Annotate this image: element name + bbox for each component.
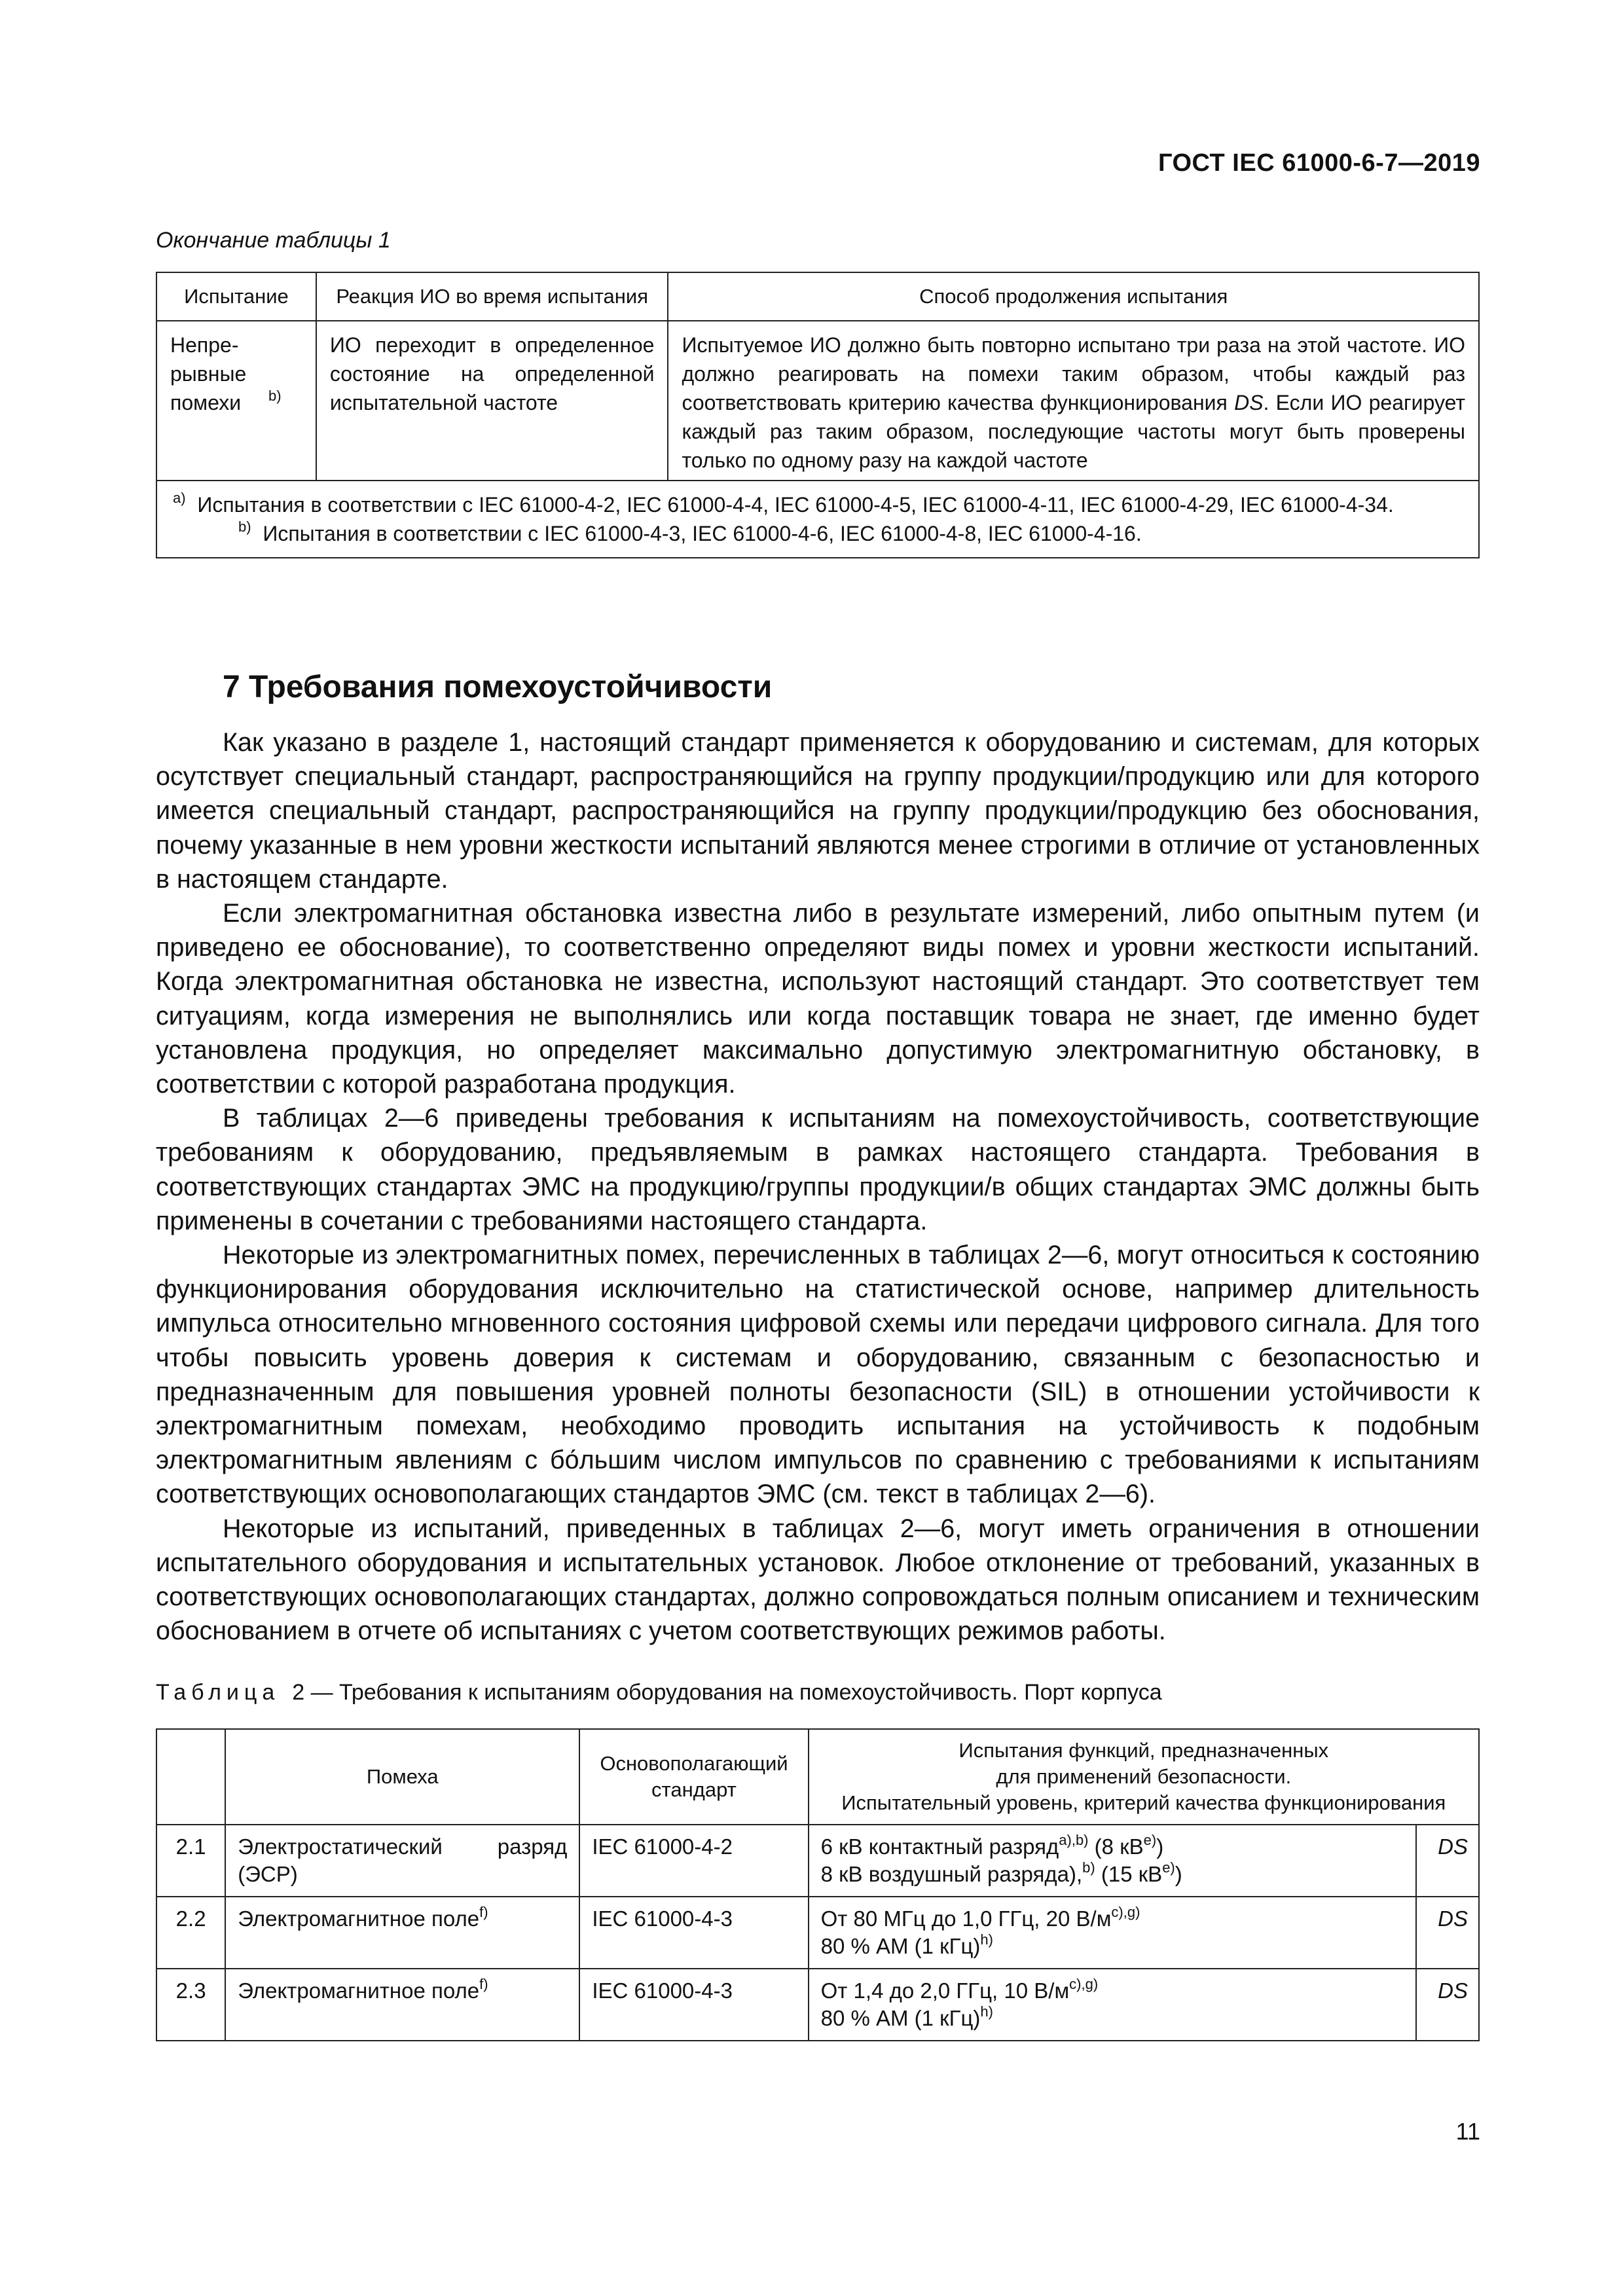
level-text: ): [1156, 1834, 1164, 1859]
row-standard: IEC 61000-4-3: [579, 1969, 808, 2041]
table2-caption-text: 2 — Требования к испытаниям оборудования на помехоустойчивость. Порт корпуса: [292, 1680, 1162, 1705]
table1-header-test: Испытание: [156, 272, 316, 321]
paragraph: Если электромагнитная обстановка известна либо в результате измерений, либо опытным путем (и приведено ее обоснование), то соответственно определяют виды помех и уровни жесткости испытаний. Когда электромагнитная обстановка не известна, используют настоящий стандарт. Это соответствует тем ситуациям, когда измерения не выполнялись или когда поставщик товара не знает, где именно будет установлена продукция, но определяет максимально допустимую электромагнитную обстановку, в соответствии с которой разработана продукция.: [156, 899, 1480, 1099]
table1-cell-reaction: ИО переходит в определенное состояние на определенной испытательной частоте: [316, 321, 668, 481]
table2-header-standard: Основополагающий стандарт: [579, 1729, 808, 1825]
footnote-ref: f): [479, 1904, 488, 1920]
footnote-ref: h): [980, 1931, 993, 1948]
criterion-ds: DS: [1234, 391, 1264, 414]
footnote-ref: c),g): [1069, 1976, 1099, 1992]
level-text: 80 % АМ (1 кГц): [820, 1934, 981, 1958]
row-standard: IEC 61000-4-2: [579, 1825, 808, 1897]
table-row: [156, 1969, 1479, 2041]
row-number: 2.3: [156, 1969, 225, 2041]
table-row: [156, 1897, 1479, 1969]
level-line: [821, 1833, 1404, 1861]
table1-caption: Окончание таблицы 1: [156, 228, 391, 253]
note-mark: a): [173, 490, 186, 506]
row-disturbance: Электростатический разряд (ЭСР): [225, 1825, 579, 1897]
document-header: ГОСТ IEC 61000-6-7—2019: [1158, 149, 1480, 177]
row-test-level: [809, 1825, 1417, 1897]
paragraph: Некоторые из испытаний, приведенных в таблицах 2—6, могут иметь ограничения в отношении испытательного оборудования и испытательных установок. Любое отклонение от требований, указанных в соответствующих основополагающих стандартах, должно сопровождаться полным описанием и техническим обоснованием в отчете об испытаниях с учетом соответствующих режимов работы.: [156, 1514, 1480, 1646]
row-number: 2.1: [156, 1825, 225, 1897]
level-line: [821, 2005, 1404, 2032]
table1-notes: [156, 481, 1479, 558]
paragraph: Как указано в разделе 1, настоящий стандарт применяется к оборудованию и системам, для которых осутствует специальный стандарт, распространяющийся на группу продукции/продукцию или для которого имеется специальный стандарт, распространяющийся на группу продукции/продукцию без обоснования, почему указанные в нем уровни жесткости испытаний являются менее строгими в отличие от установленных в настоящем стандарте.: [156, 728, 1480, 894]
table-row: [156, 321, 1479, 481]
level-text: От 1,4 до 2,0 ГГц, 10 В/м: [820, 1978, 1070, 2003]
row-criterion: DS: [1416, 1825, 1479, 1897]
page-number: 11: [1455, 2118, 1480, 2145]
level-text: (8 кВ: [1088, 1834, 1144, 1859]
table2-caption: [156, 1680, 1162, 1705]
footnote-ref: e): [1143, 1832, 1157, 1848]
level-text: (15 кВ: [1095, 1862, 1163, 1886]
level-line: [821, 1977, 1404, 2005]
level-text: ): [1175, 1862, 1182, 1886]
row-criterion: DS: [1416, 1969, 1479, 2041]
footnote-ref: b): [1082, 1859, 1095, 1876]
row-disturbance: [225, 1969, 579, 2041]
table2-header-functions: [809, 1729, 1479, 1825]
table-row: [156, 1825, 1479, 1897]
level-text: 80 % АМ (1 кГц): [820, 2006, 981, 2030]
header-line: Испытания функций, предназначенных: [958, 1739, 1329, 1762]
row-disturbance: [225, 1897, 579, 1969]
table1-notes-row: [156, 481, 1479, 558]
level-text: От 80 МГц до 1,0 ГГц, 20 В/м: [820, 1906, 1112, 1931]
level-line: [821, 1933, 1404, 1960]
header-line: для применений безопасности.: [996, 1765, 1292, 1788]
table1: [156, 272, 1480, 558]
level-line: [821, 1861, 1404, 1888]
table1-note-a: [107, 490, 1463, 519]
level-text: 8 кВ воздушный разряда),: [820, 1862, 1083, 1886]
level-line: [821, 1905, 1404, 1933]
footnote-ref: f): [479, 1976, 488, 1992]
table2-header-disturbance: Помеха: [225, 1729, 579, 1825]
disturbance-text: Электромагнитное поле: [238, 1978, 480, 2003]
note-text: Испытания в соответствии с IEC 61000-4-3, IEC 61000-4-6, IEC 61000-4-8, IEC 61000-4-16.: [263, 522, 1142, 545]
row-criterion: DS: [1416, 1897, 1479, 1969]
table2: [156, 1728, 1480, 2041]
test-name: Непре-рывные помехи: [170, 333, 247, 414]
paragraph: В таблицах 2—6 приведены требования к испытаниям на помехоустойчивость, соответствующие требованиям к оборудованию, предъявляемым в рамках настоящего стандарта. Требования в соответствующих стандартах ЭМС на продукцию/группы продукции/в общих стандартах ЭМС должны быть применены в сочетании с требованиями настоящего стандарта.: [156, 1104, 1480, 1235]
row-test-level: [809, 1969, 1417, 2041]
table1-header-reaction: Реакция ИО во время испытания: [316, 272, 668, 321]
table2-header-row: [156, 1729, 1479, 1825]
footnote-ref: c),g): [1111, 1904, 1140, 1920]
table1-header-method: Способ продолжения испытания: [668, 272, 1479, 321]
section-body: [156, 725, 1480, 1648]
footnote-ref: a),b): [1059, 1832, 1089, 1848]
header-line: Испытательный уровень, критерий качества функционирования: [841, 1791, 1446, 1814]
note-text: Испытания в соответствии с IEC 61000-4-2, IEC 61000-4-4, IEC 61000-4-5, IEC 61000-4-11, IEC 61000-4-29, IEC 61000-4-34.: [197, 493, 1394, 517]
table2-header-num: [156, 1729, 225, 1825]
level-text: 6 кВ контактный разряд: [820, 1834, 1059, 1859]
note-mark: b): [238, 519, 251, 535]
footnote-ref: h): [980, 2003, 993, 2020]
table1-cell-test: [156, 321, 316, 481]
table1-note-b: [173, 519, 1463, 548]
paragraph: Некоторые из электромагнитных помех, перечисленных в таблицах 2—6, могут относиться к состоянию функционирования оборудования исключительно на статистической основе, например длительность импульса относительно мгновенного состояния цифровой схемы или передачи цифрового сигнала. Для того чтобы повысить уровень доверия к системам и оборудованию, связанным с безопасностью и предназначенным для повышения уровней полноты безопасности (SIL) в отношении устойчивости к электромагнитным помехам, необходимо проводить испытания на устойчивость к подобным электромагнитным явлениям с бо́льшим числом импульсов по сравнению с требованиями к испытаниям соответствующих основополагающих стандартов ЭМС (см. текст в таблицах 2—6).: [156, 1241, 1480, 1509]
section-heading: 7 Требования помехоустойчивости: [223, 670, 773, 704]
row-test-level: [809, 1897, 1417, 1969]
table1-header-row: [156, 272, 1479, 321]
footnote-ref: b): [268, 388, 282, 404]
disturbance-text: Электромагнитное поле: [238, 1906, 480, 1931]
table1-cell-method: Испытуемое ИО должно быть повторно испытано три раза на этой частоте. ИО должно реагировать на помехи таким образом, чтобы каждый раз соответствовать критерию качества функционирования DS. Если ИО реагирует каждый раз таким образом, последующие частоты могут быть проверены только по одному разу на каждой частоте: [668, 321, 1479, 481]
footnote-ref: e): [1162, 1859, 1175, 1876]
row-standard: IEC 61000-4-3: [579, 1897, 808, 1969]
table2-caption-label: Таблица: [156, 1680, 280, 1705]
row-number: 2.2: [156, 1897, 225, 1969]
